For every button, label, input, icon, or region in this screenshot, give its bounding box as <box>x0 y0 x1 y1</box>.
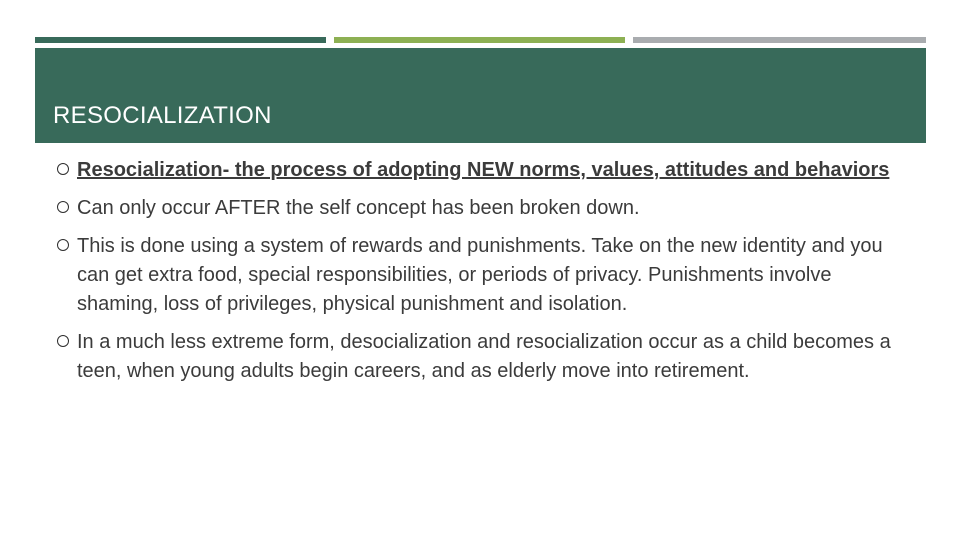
accent-bar-dark-green <box>35 37 326 43</box>
bullet-item-rewards-punishments <box>57 232 917 319</box>
bullet-list <box>57 156 917 395</box>
bullet-text: In a much less extreme form, desocialization and resocialization occur as a child becomes a teen, when young adults begin careers, and as elderly move into retirement. <box>77 331 891 382</box>
bullet-item-prerequisite <box>57 194 917 223</box>
hollow-circle-icon <box>57 335 69 347</box>
hollow-circle-icon <box>57 239 69 251</box>
title-band <box>35 48 926 143</box>
accent-bar-gray <box>633 37 926 43</box>
bullet-text: Resocialization- the process of adopting NEW norms, values, attitudes and behaviors <box>77 159 890 181</box>
accent-bar-light-green <box>334 37 625 43</box>
bullet-text: Can only occur AFTER the self concept has been broken down. <box>77 197 640 219</box>
hollow-circle-icon <box>57 201 69 213</box>
slide-title: RESOCIALIZATION <box>53 102 272 129</box>
bullet-item-less-extreme <box>57 328 917 386</box>
bullet-text: This is done using a system of rewards and punishments. Take on the new identity and you can get extra food, special responsibilities, or periods of privacy. Punishments involve shaming, loss of privileges, physical punishment and isolation. <box>77 235 883 315</box>
bullet-item-definition <box>57 156 917 185</box>
hollow-circle-icon <box>57 163 69 175</box>
